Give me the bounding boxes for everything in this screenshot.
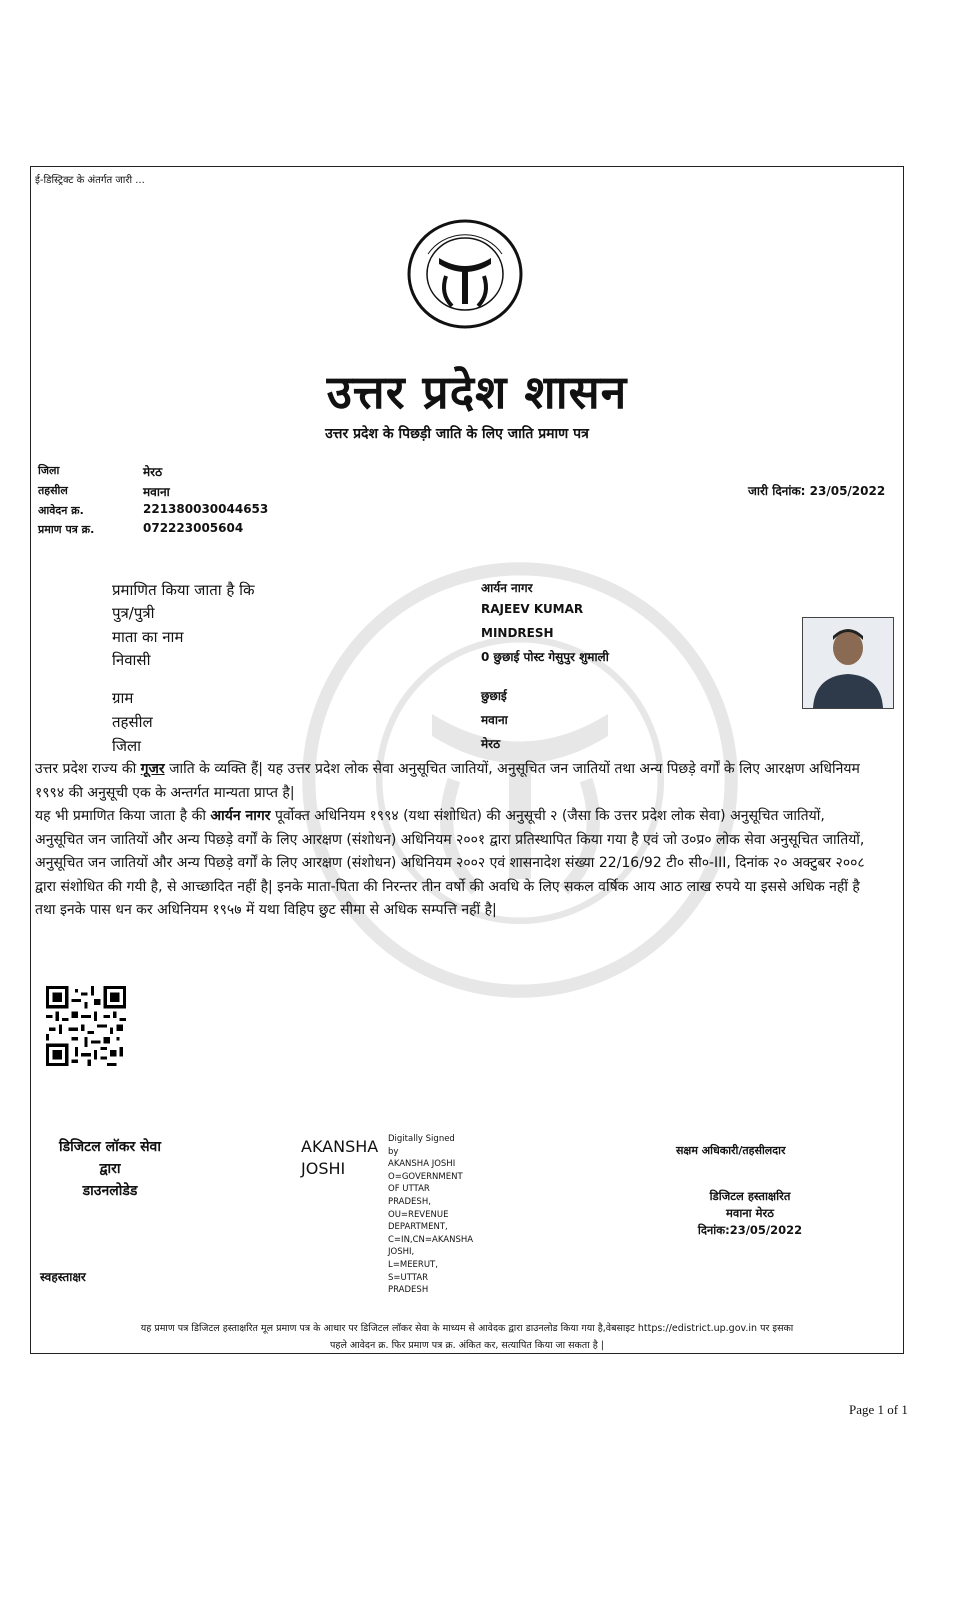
issue-date: जारी दिनांक: 23/05/2022	[748, 484, 886, 498]
note-line: यह प्रमाण पत्र डिजिटल हस्ताक्षरित मूल प्रमाण पत्र के आधार पर डिजिटल लॉकर सेवा के माध्यम से आवेदक द्वारा डाउनलोड किया गया है,वेबसाइट https://edistrict.up.gov.in पर इसका	[140, 1323, 794, 1334]
caste-name: गूजर	[140, 761, 165, 777]
page-title: उत्तर प्रदेश शासन	[326, 365, 628, 419]
sig-line: OF UTTAR	[388, 1184, 430, 1195]
body-text: जाति के व्यक्ति हैं| यह उत्तर प्रदेश लोक सेवा अनुसूचित जातियों, अनुसूचित जन जातियों तथा अन्य पिछड़े वर्गों के लिए आरक्षण अधिनियम १९९४ की अनुसूची एक के अन्तर्गत मान्यता प्राप्त है|	[35, 761, 860, 801]
sig-line: PRADESH	[388, 1285, 429, 1296]
detail-value: मेरठ	[481, 737, 501, 751]
signer-line: JOSHI	[301, 1159, 346, 1178]
signer-line: AKANSHA	[301, 1137, 379, 1156]
body-text: पूर्वोक्त अधिनियम १९९४ (यथा संशोधित) की अनुसूची २ (जैसा कि उत्तर प्रदेश लोक सेवा) अनुसूचित जातियों, अनुसूचित जन जातियों और अन्य पिछड़े वर्गों के लिए आरक्षण (संशोधन) अधिनियम २००१ द्वारा प्रतिस्थापित किया गया है एवं जो उ०प्र० लोक सेवा अनुसूचित जातियों, अनुसूचित जन जातियों और अन्य पिछड़े वर्गों के लिए आरक्षण (संशोधन) अधिनियम २००२ एवं शासनादेश संख्या 22/16/92 टी० सी०-III, दिनांक २० अक्टुबर २००८ द्वारा संशोधित की गयी है, से आच्छादित नहीं है| इनके माता-पिता की निरन्तर तीन वर्षो की अवधि के लिए सकल वर्षिक आय आठ लाख रुपये या इससे अधिक नहीं है तथा इनके पास धन कर अधिनियम १९५७ में यथा विहिप छुट सीमा से अधिक सम्पत्ति नहीं है|	[35, 808, 865, 918]
note-line: पहले आवेदन क्र. फिर प्रमाण पत्र क्र. अंकित कर, सत्यापित किया जा सकता है |	[330, 1340, 604, 1351]
up-seal-emblem	[406, 218, 524, 330]
meta-label: तहसील	[38, 484, 68, 497]
digital-signed-block	[660, 1188, 840, 1239]
body-text: यह भी प्रमाणित किया जाता है की	[35, 808, 211, 824]
detail-label: तहसील	[112, 713, 153, 731]
sig-line: L=MEERUT,	[388, 1259, 438, 1270]
certificate-body	[35, 758, 875, 923]
meta-value: मेरठ	[143, 465, 163, 479]
qr-code	[46, 986, 126, 1066]
sig-line: O=GOVERNMENT	[388, 1171, 463, 1182]
digilocker-line: डिजिटल लॉकर सेवा	[59, 1139, 161, 1155]
digital-signature-details	[388, 1133, 488, 1297]
detail-label: जिला	[112, 737, 142, 755]
sig-line: by	[388, 1146, 399, 1157]
sig-line: AKANSHA JOSHI	[388, 1159, 456, 1170]
digital-sig-line: दिनांक:23/05/2022	[697, 1223, 803, 1237]
digital-sig-line: मवाना मेरठ	[726, 1206, 774, 1220]
detail-value: RAJEEV KUMAR	[481, 602, 584, 616]
meta-label: जिला	[38, 464, 60, 477]
meta-value: 072223005604	[143, 521, 244, 535]
detail-value: मवाना	[481, 713, 508, 727]
sig-line: DEPARTMENT,	[388, 1222, 448, 1233]
detail-label: निवासी	[112, 651, 151, 669]
body-text: उत्तर प्रदेश राज्य की	[35, 761, 137, 777]
applicant-photo	[802, 617, 894, 709]
digilocker-line: डाउनलोडेड	[82, 1183, 138, 1199]
detail-label: प्रमाणित किया जाता है कि	[112, 581, 255, 599]
authority-title: सक्षम अधिकारी/तहसीलदार	[676, 1144, 786, 1157]
page-number: Page 1 of 1	[849, 1402, 908, 1417]
detail-value: छुछाई	[481, 689, 507, 703]
meta-label: आवेदन क्र.	[38, 504, 84, 517]
applicant-name: आर्यन नागर	[210, 808, 271, 824]
sig-line: S=UTTAR	[388, 1272, 429, 1283]
sig-line: Digitally Signed	[388, 1134, 455, 1144]
meta-value: मवाना	[143, 485, 170, 499]
detail-label: पुत्र/पुत्री	[112, 604, 155, 622]
page-subtitle: उत्तर प्रदेश के पिछड़ी जाति के लिए जाति प्रमाण पत्र	[325, 426, 589, 442]
sig-line: PRADESH,	[388, 1196, 431, 1207]
sig-line: C=IN,CN=AKANSHA	[388, 1234, 474, 1245]
sig-line: JOSHI,	[388, 1247, 415, 1258]
sig-line: OU=REVENUE	[388, 1209, 449, 1220]
person-icon	[803, 618, 893, 708]
digital-sig-line: डिजिटल हस्ताक्षरित	[709, 1189, 791, 1203]
meta-label: प्रमाण पत्र क्र.	[38, 523, 95, 536]
self-attested: स्वहस्ताक्षर	[40, 1270, 86, 1284]
meta-value: 221380030044653	[143, 502, 269, 516]
digilocker-line: द्वारा	[99, 1161, 121, 1177]
detail-value: आर्यन नागर	[481, 581, 533, 595]
signer-name	[301, 1136, 378, 1180]
digilocker-note	[40, 1136, 180, 1202]
detail-label: माता का नाम	[112, 628, 184, 646]
detail-value: MINDRESH	[481, 626, 554, 640]
header-note: ई-डिस्ट्रिक्ट के अंतर्गत जारी ...	[35, 175, 145, 186]
detail-label: ग्राम	[112, 689, 134, 707]
verification-note	[32, 1320, 902, 1354]
detail-value: 0 छुछाई पोस्ट गेसुपुर शुमाली	[481, 650, 609, 664]
